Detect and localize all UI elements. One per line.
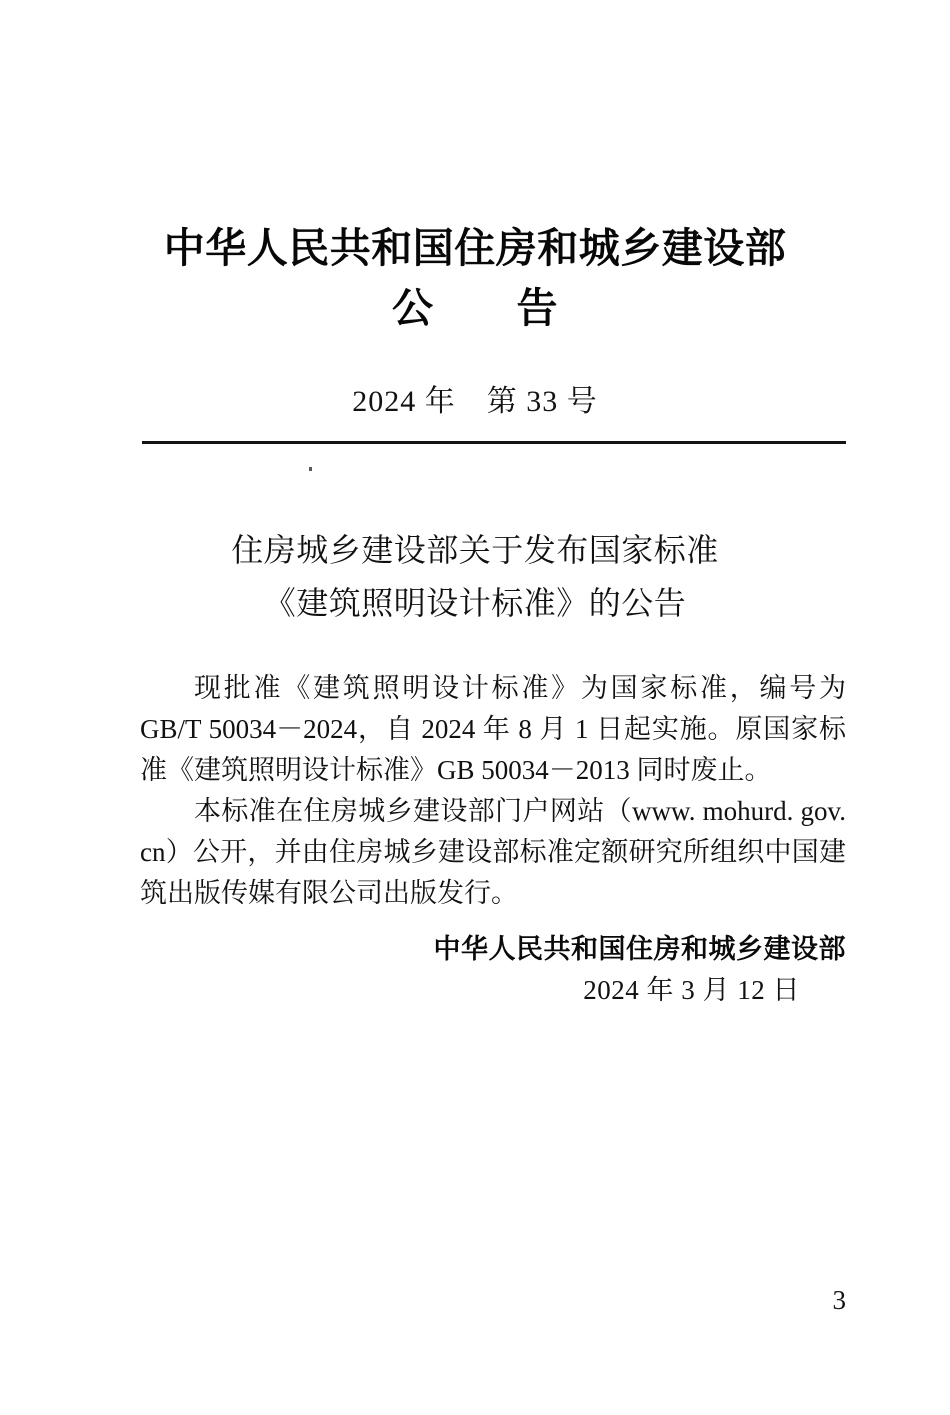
announcement-heading-line-1: 住房城乡建设部关于发布国家标准 — [231, 532, 719, 568]
announcement-body — [140, 668, 846, 914]
announcement-heading-line-2: 《建筑照明设计标准》的公告 — [263, 585, 687, 621]
scan-speck-artifact — [309, 467, 312, 471]
page-number: 3 — [832, 1285, 846, 1315]
announcement-heading — [0, 524, 950, 630]
issue-number: 2024 年 第 33 号 — [352, 385, 598, 418]
body-paragraph-1: 现批准《建筑照明设计标准》为国家标准，编号为 GB/T 50034－2024，自 2024 年 8 月 1 日起实施。原国家标准《建筑照明设计标准》GB 50034－2013 同时废止。 — [140, 673, 846, 785]
signature-organization: 中华人民共和国住房和城乡建设部 — [433, 934, 846, 965]
document-type-title: 公 告 — [392, 284, 558, 332]
header-divider-rule — [142, 441, 846, 444]
signature-block — [140, 930, 846, 1010]
signature-date: 2024 年 3 月 12 日 — [583, 975, 800, 1005]
masthead — [0, 222, 950, 336]
ministry-title: 中华人民共和国住房和城乡建设部 — [163, 224, 787, 272]
body-paragraph-2: 本标准在住房城乡建设部门户网站（www. mohurd. gov. cn）公开，并由住房城乡建设部标准定额研究所组织中国建筑出版传媒有限公司出版发行。 — [140, 796, 846, 908]
